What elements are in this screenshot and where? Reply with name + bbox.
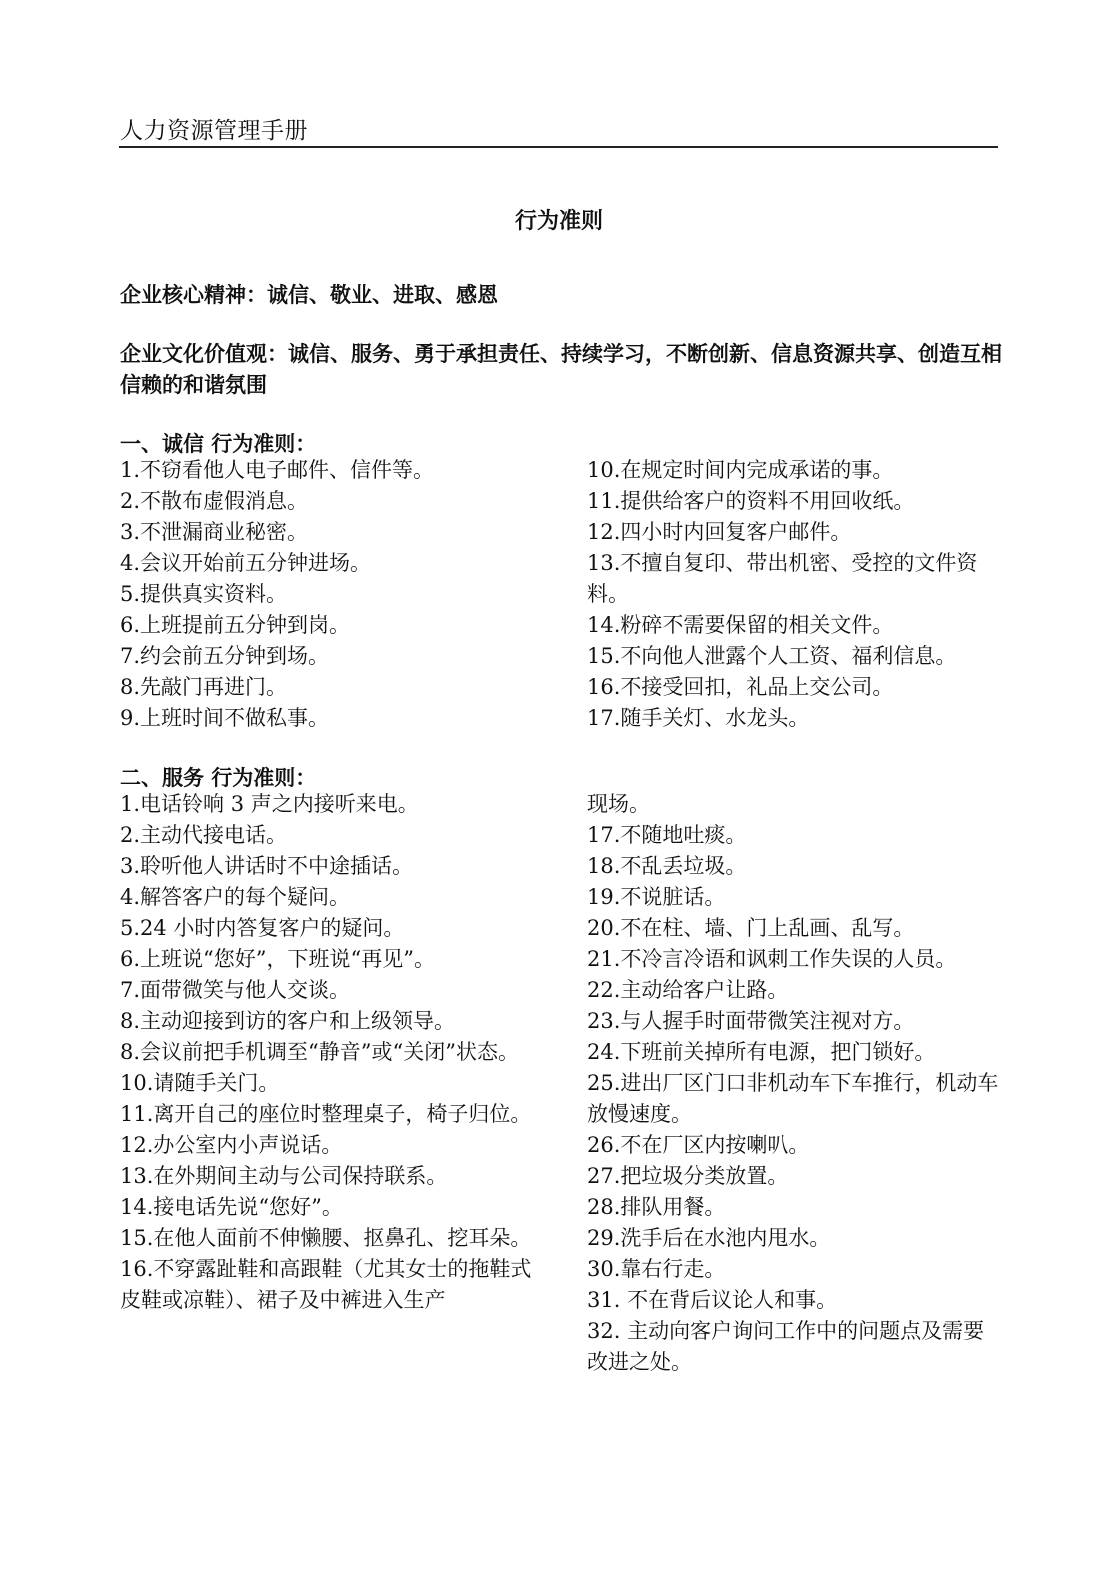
list-item: 23.与人握手时面带微笑注视对方。 bbox=[587, 1009, 915, 1033]
section-heading-service: 二、服务 行为准则： bbox=[120, 765, 317, 790]
integrity-rules-left bbox=[120, 455, 540, 734]
list-item: 30.靠右行走。 bbox=[587, 1257, 726, 1281]
header-divider bbox=[119, 146, 998, 148]
list-item: 1.不窃看他人电子邮件、信件等。 bbox=[120, 458, 435, 482]
list-item: 31. 不在背后议论人和事。 bbox=[587, 1288, 838, 1312]
list-item: 3.不泄漏商业秘密。 bbox=[120, 520, 309, 544]
list-item: 6.上班提前五分钟到岗。 bbox=[120, 613, 351, 637]
list-item: 15.不向他人泄露个人工资、福利信息。 bbox=[587, 644, 957, 668]
list-item: 13.在外期间主动与公司保持联系。 bbox=[120, 1164, 448, 1188]
list-item: 10.请随手关门。 bbox=[120, 1071, 280, 1095]
list-item: 24.下班前关掉所有电源，把门锁好。 bbox=[587, 1040, 936, 1064]
core-spirit: 企业核心精神：诚信、敬业、进取、感恩 bbox=[120, 282, 498, 307]
list-item: 5.24 小时内答复客户的疑问。 bbox=[120, 916, 405, 940]
running-header: 人力资源管理手册 bbox=[120, 118, 308, 144]
list-item: 1.电话铃响 3 声之内接听来电。 bbox=[120, 792, 419, 816]
list-item: 5.提供真实资料。 bbox=[120, 582, 288, 606]
list-item: 15.在他人面前不伸懒腰、抠鼻孔、挖耳朵。 bbox=[120, 1226, 532, 1250]
list-item: 16.不穿露趾鞋和高跟鞋（尤其女士的拖鞋式皮鞋或凉鞋）、裙子及中裤进入生产 bbox=[120, 1257, 532, 1312]
list-item: 4.会议开始前五分钟进场。 bbox=[120, 551, 372, 575]
section-heading-integrity: 一、诚信 行为准则： bbox=[120, 431, 317, 456]
list-item: 26.不在厂区内按喇叭。 bbox=[587, 1133, 810, 1157]
list-item: 8.会议前把手机调至“静音”或“关闭”状态。 bbox=[120, 1040, 519, 1064]
list-item: 21.不冷言冷语和讽刺工作失误的人员。 bbox=[587, 947, 957, 971]
list-item: 14.接电话先说“您好”。 bbox=[120, 1195, 343, 1219]
list-item: 18.不乱丢垃圾。 bbox=[587, 854, 747, 878]
list-item: 13.不擅自复印、带出机密、受控的文件资料。 bbox=[587, 551, 978, 606]
list-item: 19.不说脏话。 bbox=[587, 885, 726, 909]
list-item: 6.上班说“您好”，下班说“再见”。 bbox=[120, 947, 435, 971]
culture-values: 企业文化价值观：诚信、服务、勇于承担责任、持续学习，不断创新、信息资源共享、创造互相信赖的和谐氛围 bbox=[120, 341, 1002, 397]
service-rules-left bbox=[120, 789, 540, 1316]
list-item: 28.排队用餐。 bbox=[587, 1195, 726, 1219]
list-item: 20.不在柱、墙、门上乱画、乱写。 bbox=[587, 916, 915, 940]
list-item: 32. 主动向客户询问工作中的问题点及需要改进之处。 bbox=[587, 1319, 985, 1374]
list-item: 29.洗手后在水池内甩水。 bbox=[587, 1226, 831, 1250]
service-rules-right bbox=[587, 789, 1002, 1378]
list-item: 3.聆听他人讲话时不中途插话。 bbox=[120, 854, 414, 878]
list-item: 25.进出厂区门口非机动车下车推行，机动车放慢速度。 bbox=[587, 1071, 999, 1126]
list-item: 8.主动迎接到访的客户和上级领导。 bbox=[120, 1009, 456, 1033]
integrity-rules-right bbox=[587, 455, 1002, 734]
list-item: 7.面带微笑与他人交谈。 bbox=[120, 978, 351, 1002]
list-item: 9.上班时间不做私事。 bbox=[120, 706, 330, 730]
list-item: 4.解答客户的每个疑问。 bbox=[120, 885, 351, 909]
page-title: 行为准则 bbox=[514, 208, 603, 234]
list-item: 16.不接受回扣，礼品上交公司。 bbox=[587, 675, 894, 699]
list-item: 7.约会前五分钟到场。 bbox=[120, 644, 330, 668]
list-item: 8.先敲门再进门。 bbox=[120, 675, 288, 699]
list-item: 14.粉碎不需要保留的相关文件。 bbox=[587, 613, 894, 637]
list-item: 22.主动给客户让路。 bbox=[587, 978, 789, 1002]
list-item: 10.在规定时间内完成承诺的事。 bbox=[587, 458, 894, 482]
list-item: 11.离开自己的座位时整理桌子，椅子归位。 bbox=[120, 1102, 532, 1126]
list-item: 2.主动代接电话。 bbox=[120, 823, 288, 847]
list-item: 17.不随地吐痰。 bbox=[587, 823, 747, 847]
list-item: 现场。 bbox=[587, 792, 650, 816]
list-item: 17.随手关灯、水龙头。 bbox=[587, 706, 810, 730]
list-item: 12.四小时内回复客户邮件。 bbox=[587, 520, 852, 544]
list-item: 2.不散布虚假消息。 bbox=[120, 489, 309, 513]
list-item: 27.把垃圾分类放置。 bbox=[587, 1164, 789, 1188]
list-item: 11.提供给客户的资料不用回收纸。 bbox=[587, 489, 915, 513]
list-item: 12.办公室内小声说话。 bbox=[120, 1133, 343, 1157]
